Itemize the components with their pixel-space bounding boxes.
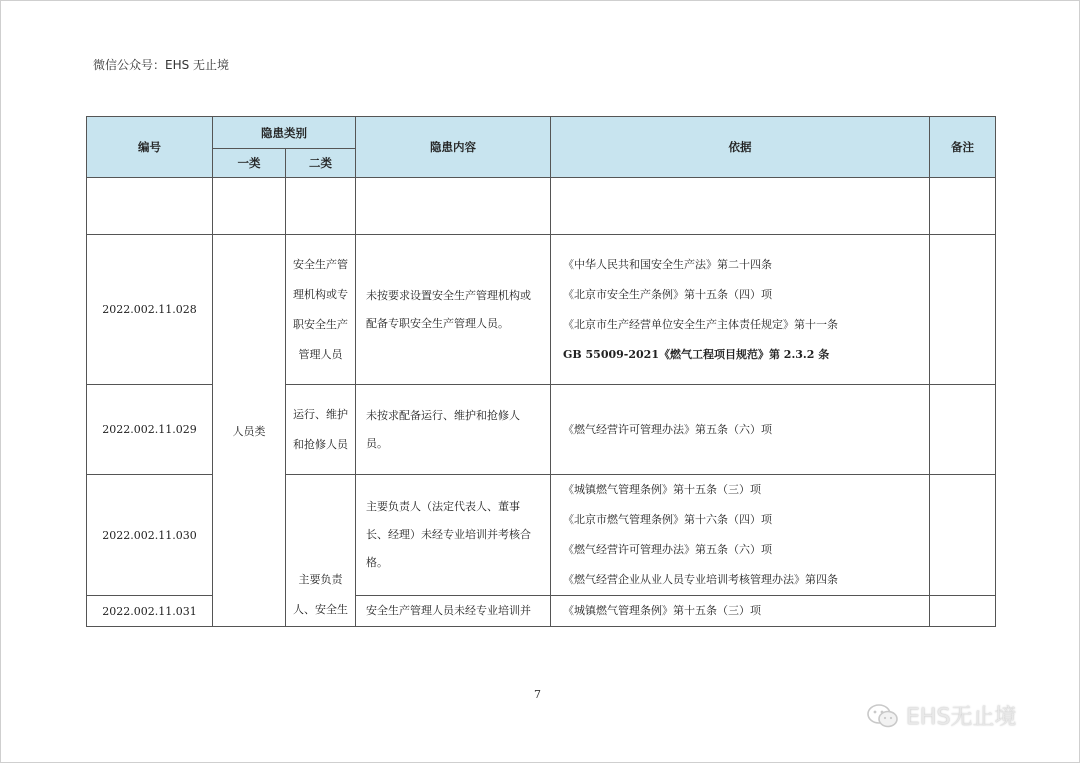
basis-line: 《北京市生产经营单位安全生产主体责任规定》第十一条 [563,317,838,331]
row-basis [551,235,930,385]
hazard-table [86,116,996,627]
header-category-1: 一类 [213,149,286,178]
basis-line: GB 55009-2021《燃气工程项目规范》第 2.3.2 条 [563,347,830,361]
row-remarks [930,385,996,475]
blank-cell [551,178,930,235]
header-id: 编号 [87,117,213,178]
blank-cell [930,178,996,235]
row-content: 未按求配备运行、维护和抢修人员。 [356,385,551,475]
category-2-text: 安全生产管理机构或专职安全生产管理人员 [293,257,348,361]
table-row [87,235,996,385]
basis-line: 《城镇燃气管理条例》第十五条（三）项 [563,604,761,617]
row-remarks [930,596,996,627]
category-2-text: 运行、维护和抢修人员 [293,407,348,451]
row-content: 未按要求设置安全生产管理机构或配备专职安全生产管理人员。 [356,235,551,385]
category-1-cell: 人员类 [213,235,286,627]
row-id: 2022.002.11.028 [87,235,213,385]
blank-cell [286,178,356,235]
row-content: 安全生产管理人员未经专业培训并 [356,596,551,627]
category-2-cell [286,385,356,475]
watermark [866,700,1016,731]
page-number: 7 [534,688,541,701]
blank-cell [87,178,213,235]
basis-line: 《北京市燃气管理条例》第十六条（四）项 [563,513,772,526]
header-category: 隐患类别 [213,117,356,149]
header-category-2: 二类 [286,149,356,178]
wechat-icon [866,703,900,729]
blank-cell [213,178,286,235]
basis-line: 《北京市安全生产条例》第十五条（四）项 [563,287,772,301]
basis-line: 《中华人民共和国安全生产法》第二十四条 [563,257,772,271]
row-basis [551,596,930,627]
row-basis [551,385,930,475]
basis-line: 《燃气经营许可管理办法》第五条（六）项 [563,543,772,556]
basis-line: 《燃气经营企业从业人员专业培训考核管理办法》第四条 [563,573,838,586]
row-id: 2022.002.11.029 [87,385,213,475]
row-id: 2022.002.11.030 [87,475,213,596]
row-remarks [930,475,996,596]
header-content: 隐患内容 [356,117,551,178]
row-content: 主要负责人（法定代表人、董事长、经理）未经专业培训并考核合格。 [356,475,551,596]
basis-line: 《燃气经营许可管理办法》第五条（六）项 [563,422,772,436]
category-2-cell [286,475,356,627]
header-remarks: 备注 [930,117,996,178]
row-id: 2022.002.11.031 [87,596,213,627]
watermark-text: EHS无止境 [906,705,1017,730]
category-2-cell [286,235,356,385]
table-row-blank [87,178,996,235]
basis-line: 《城镇燃气管理条例》第十五条（三）项 [563,483,761,496]
blank-cell [356,178,551,235]
row-basis [551,475,930,596]
header-basis: 依据 [551,117,930,178]
row-remarks [930,235,996,385]
category-2-text: 主要负责人、安全生 [293,572,348,616]
header-note: 微信公众号：EHS 无止境 [93,58,230,72]
